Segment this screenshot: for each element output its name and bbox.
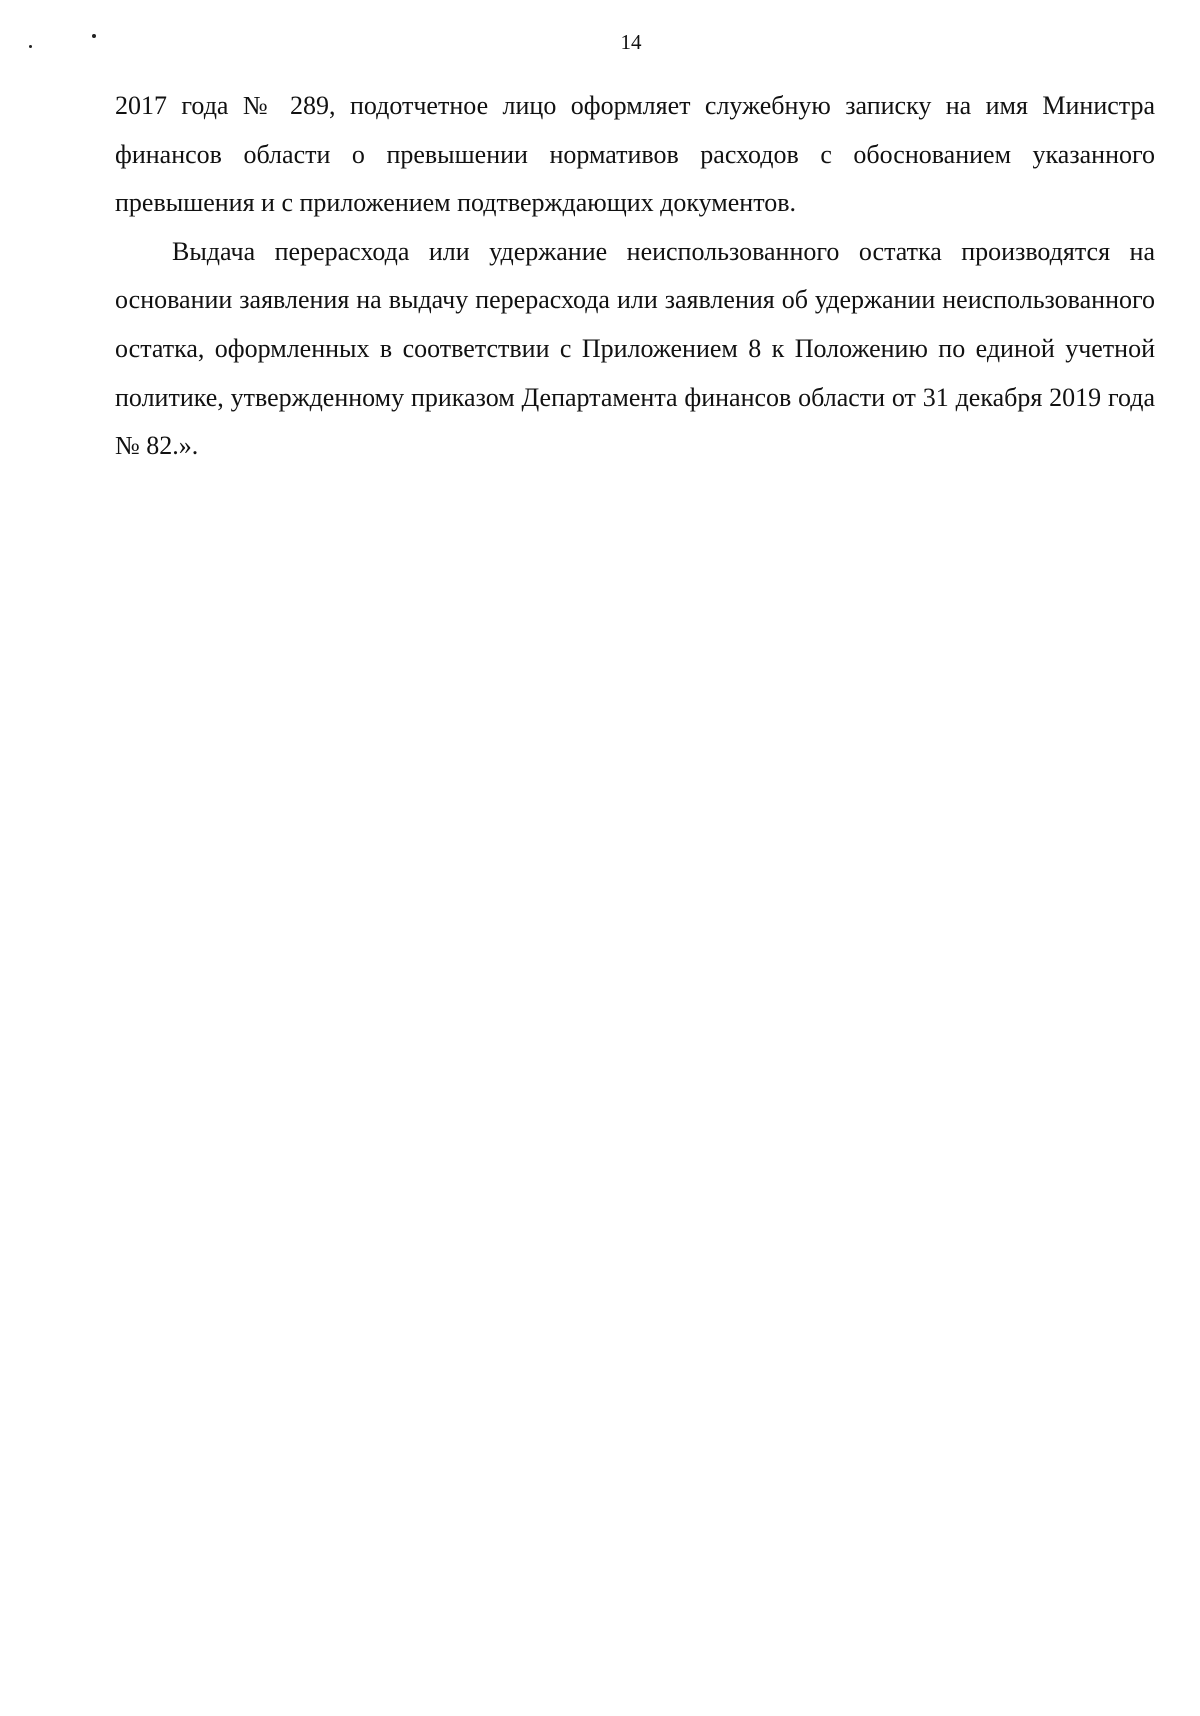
paragraph-overspend-issuance: Выдача перерасхода или удержание неиспользованного остатка производятся на основании заявления на выдачу перерасхода или заявления об удержании неиспользованного остатка, оформленных в соответствии с Приложением 8 к Положению по единой учетной политике, утвержденному приказом Департамента финансов области от 31 декабря 2019 года № 82.». (115, 236, 1155, 461)
document-body (115, 82, 1155, 471)
paragraph-continuation: 2017 года № 289, подотчетное лицо оформляет служебную записку на имя Министра финансов области о превышении нормативов расходов с обоснованием указанного превышения и с приложением подтверждающих документов. (115, 91, 1155, 218)
page-number: 14 (620, 30, 642, 54)
